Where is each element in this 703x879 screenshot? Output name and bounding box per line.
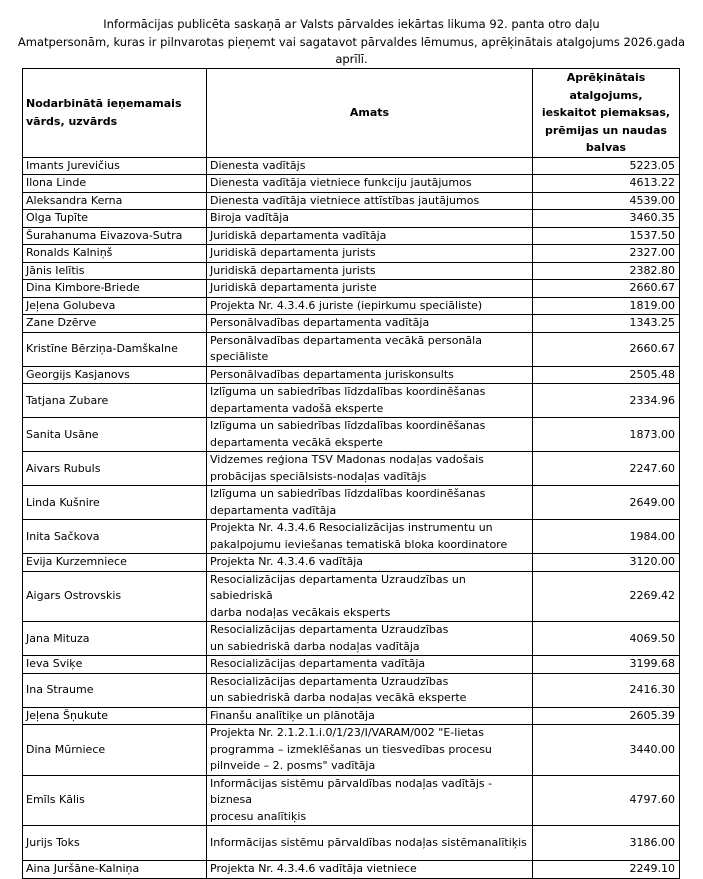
salary-cell: 3120.00 — [533, 554, 680, 572]
salary-cell: 2327.00 — [533, 245, 680, 263]
employee-name-cell: Tatjana Zubare — [23, 384, 207, 418]
heading-line-1: Informācijas publicēta saskaņā ar Valsts pārvaldes iekārtas likuma 92. panta otro daļu — [103, 17, 600, 31]
salary-cell: 2649.00 — [533, 486, 680, 520]
position-line: probācijas speciālsists-nodaļas vadītājs — [210, 469, 427, 483]
position-line: Dienesta vadītāja vietniece attīstības jautājumos — [210, 193, 480, 207]
salary-cell: 2605.39 — [533, 707, 680, 725]
position-cell — [207, 622, 533, 656]
column-header-salary — [533, 69, 680, 158]
position-line: un sabiedriskā darba nodaļas vecākā eksperte — [210, 691, 467, 705]
position-line: Informācijas sistēmu pārvaldības nodaļas sistēmanalītiķis — [210, 836, 527, 850]
position-cell — [207, 418, 533, 452]
salary-cell: 1537.50 — [533, 227, 680, 245]
salary-cell: 2416.30 — [533, 673, 680, 707]
salary-cell: 1873.00 — [533, 418, 680, 452]
position-line: darba nodaļas vecākais eksperts — [210, 605, 391, 619]
position-cell — [207, 554, 533, 572]
table-row — [23, 622, 680, 656]
employee-name-cell: Olga Tupīte — [23, 210, 207, 228]
table-row — [23, 452, 680, 486]
table-row — [23, 554, 680, 572]
table-row — [23, 486, 680, 520]
position-line: pakalpojumu ieviešanas tematiskā bloka koordinatore — [210, 537, 508, 551]
employee-name-cell: Linda Kušnire — [23, 486, 207, 520]
salary-cell: 4797.60 — [533, 775, 680, 826]
position-line: Projekta Nr. 4.3.4.6 vadītāja vietniece — [210, 862, 417, 876]
salary-cell: 2334.96 — [533, 384, 680, 418]
position-line: Vidzemes reģiona TSV Madonas nodaļas vadošais — [210, 453, 484, 467]
position-line: Biroja vadītāja — [210, 211, 290, 225]
employee-name-cell: Zane Dzērve — [23, 315, 207, 333]
employee-name-cell: Imants Jurevičius — [23, 157, 207, 175]
heading-line-2: Amatpersonām, kuras ir pilnvarotas pieņemt vai sagatavot pārvaldes lēmumus, aprēķinātais atalgojums 2026.gada — [17, 34, 686, 49]
position-cell — [207, 656, 533, 674]
position-line: Juridiskā departamenta vadītāja — [210, 228, 387, 242]
position-line: Dienesta vadītājs — [210, 158, 306, 172]
employee-name-cell: Dina Kimbore-Briede — [23, 280, 207, 298]
position-cell — [207, 175, 533, 193]
position-line: departamenta vadošā eksperte — [210, 401, 384, 415]
employee-name-cell: Ilona Linde — [23, 175, 207, 193]
employee-name-cell: Ina Straume — [23, 673, 207, 707]
employee-name-cell: Jānis Ielītis — [23, 262, 207, 280]
employee-name-cell: Kristīne Bērziņa-Damškalne — [23, 332, 207, 366]
table-header-row — [23, 69, 680, 158]
salary-cell: 3440.00 — [533, 725, 680, 776]
table-row — [23, 157, 680, 175]
position-line: pilnveide – 2. posms" vadītāja — [210, 759, 376, 773]
table-row — [23, 210, 680, 228]
employee-name-cell: Ronalds Kalniņš — [23, 245, 207, 263]
position-line: Resocializācijas departamenta Uzraudzības — [210, 623, 449, 637]
position-line: Juridiskā departamenta juriste — [210, 281, 377, 295]
employee-name-cell: Aleksandra Kerna — [23, 192, 207, 210]
employee-name-cell: Aina Juršāne-Kalniņa — [23, 861, 207, 879]
table-row — [23, 227, 680, 245]
salary-header-line: ieskaitot piemaksas, — [541, 106, 671, 120]
salary-cell: 2249.10 — [533, 861, 680, 879]
position-cell — [207, 366, 533, 384]
position-line: Resocializācijas departamenta vadītāja — [210, 657, 426, 671]
position-line: Projekta Nr. 4.3.4.6 juriste (iepirkumu speciāliste) — [210, 298, 483, 312]
salary-cell: 1343.25 — [533, 315, 680, 333]
position-line: speciāliste — [210, 350, 269, 364]
table-row — [23, 384, 680, 418]
table-row — [23, 861, 680, 879]
position-line: departamenta vecākā eksperte — [210, 435, 383, 449]
position-cell — [207, 245, 533, 263]
table-row — [23, 707, 680, 725]
position-cell — [207, 775, 533, 826]
table-body — [23, 157, 680, 878]
salary-cell: 2269.42 — [533, 571, 680, 622]
employee-name-cell: Aivars Rubuls — [23, 452, 207, 486]
table-row — [23, 656, 680, 674]
salary-cell: 2505.48 — [533, 366, 680, 384]
position-cell — [207, 673, 533, 707]
table-row — [23, 332, 680, 366]
position-cell — [207, 707, 533, 725]
position-cell — [207, 486, 533, 520]
table-row — [23, 262, 680, 280]
position-cell — [207, 332, 533, 366]
table-row — [23, 673, 680, 707]
position-line: Dienesta vadītāja vietniece funkciju jautājumos — [210, 176, 472, 190]
table-row — [23, 280, 680, 298]
position-line: un sabiedriskā darba nodaļas vadītāja — [210, 639, 420, 653]
salary-cell: 3199.68 — [533, 656, 680, 674]
heading-line-3: aprīlī. — [335, 52, 368, 66]
position-line: Resocializācijas departamenta Uzraudzības un sabiedriskā — [210, 572, 466, 603]
employee-name-cell: Šurahanuma Eivazova-Sutra — [23, 227, 207, 245]
position-line: departamenta vadītāja — [210, 503, 337, 517]
position-cell — [207, 520, 533, 554]
position-line: Juridiskā departamenta jurists — [210, 246, 376, 260]
salary-cell: 2247.60 — [533, 452, 680, 486]
position-line: Finanšu analītiķe un plānotāja — [210, 708, 375, 722]
column-header-name: Nodarbinātā ieņemamais vārds, uzvārds — [23, 69, 207, 158]
salary-cell: 1819.00 — [533, 297, 680, 315]
table-row — [23, 175, 680, 193]
employee-name-cell: Evija Kurzemniece — [23, 554, 207, 572]
employee-name-cell: Sanita Usāne — [23, 418, 207, 452]
employee-name-cell: Jurijs Toks — [23, 826, 207, 861]
employee-name-cell: Dina Mūrniece — [23, 725, 207, 776]
salary-cell: 3460.35 — [533, 210, 680, 228]
employee-name-cell: Georgijs Kasjanovs — [23, 366, 207, 384]
position-cell — [207, 861, 533, 879]
salary-cell: 2660.67 — [533, 280, 680, 298]
salary-cell: 5223.05 — [533, 157, 680, 175]
position-cell — [207, 192, 533, 210]
position-line: procesu analītiķis — [210, 809, 307, 823]
employee-name-cell: Jana Mituza — [23, 622, 207, 656]
table-row — [23, 725, 680, 776]
table-row — [23, 418, 680, 452]
salary-cell: 2382.80 — [533, 262, 680, 280]
table-row — [23, 775, 680, 826]
position-cell — [207, 157, 533, 175]
table-row — [23, 192, 680, 210]
position-line: Izlīguma un sabiedrības līdzdalības koordinēšanas — [210, 487, 486, 501]
table-row — [23, 297, 680, 315]
position-line: Personālvadības departamenta vecākā personāla — [210, 333, 482, 347]
position-cell — [207, 315, 533, 333]
employee-name-cell: Jeļena Šņukute — [23, 707, 207, 725]
salary-header-line: balvas — [585, 141, 627, 155]
position-line: Informācijas sistēmu pārvaldības nodaļas vadītājs - biznesa — [210, 776, 493, 807]
salary-header-line: prēmijas un naudas — [545, 123, 667, 137]
table-row — [23, 520, 680, 554]
position-cell — [207, 227, 533, 245]
position-line: Juridiskā departamenta jurists — [210, 263, 376, 277]
column-header-position: Amats — [207, 69, 533, 158]
position-cell — [207, 452, 533, 486]
employee-name-cell: Inita Sačkova — [23, 520, 207, 554]
table-row — [23, 315, 680, 333]
employee-name-cell: Aigars Ostrovskis — [23, 571, 207, 622]
table-row — [23, 245, 680, 263]
table-row — [23, 826, 680, 861]
position-cell — [207, 725, 533, 776]
position-line: Projekta Nr. 2.1.2.1.i.0/1/23/I/VARAM/002 "E-lietas — [210, 726, 484, 740]
table-row — [23, 571, 680, 622]
salary-cell: 4069.50 — [533, 622, 680, 656]
position-line: Personālvadības departamenta juriskonsults — [210, 367, 454, 381]
position-line: Personālvadības departamenta vadītāja — [210, 316, 430, 330]
position-cell — [207, 297, 533, 315]
salary-cell: 1984.00 — [533, 520, 680, 554]
salary-cell: 2660.67 — [533, 332, 680, 366]
salary-header-line: Aprēķinātais atalgojums, — [566, 71, 646, 102]
position-line: Izlīguma un sabiedrības līdzdalības koordinēšanas — [210, 385, 486, 399]
employee-name-cell: Ieva Sviķe — [23, 656, 207, 674]
position-line: Izlīguma un sabiedrības līdzdalības koordinēšanas — [210, 419, 486, 433]
position-cell — [207, 384, 533, 418]
position-cell — [207, 210, 533, 228]
position-cell — [207, 571, 533, 622]
position-cell — [207, 826, 533, 861]
table-row — [23, 366, 680, 384]
position-line: Projekta Nr. 4.3.4.6 vadītāja — [210, 555, 364, 569]
salary-table — [22, 68, 680, 879]
position-cell — [207, 280, 533, 298]
salary-cell: 4539.00 — [533, 192, 680, 210]
position-line: Projekta Nr. 4.3.4.6 Resocializācijas instrumentu un — [210, 521, 493, 535]
employee-name-cell: Emīls Kālis — [23, 775, 207, 826]
position-cell — [207, 262, 533, 280]
salary-cell: 4613.22 — [533, 175, 680, 193]
position-line: programma – izmeklēšanas un tiesvedības procesu — [210, 742, 492, 756]
employee-name-cell: Jeļena Golubeva — [23, 297, 207, 315]
document-heading — [0, 16, 703, 69]
position-line: Resocializācijas departamenta Uzraudzības — [210, 674, 449, 688]
salary-cell: 3186.00 — [533, 826, 680, 861]
